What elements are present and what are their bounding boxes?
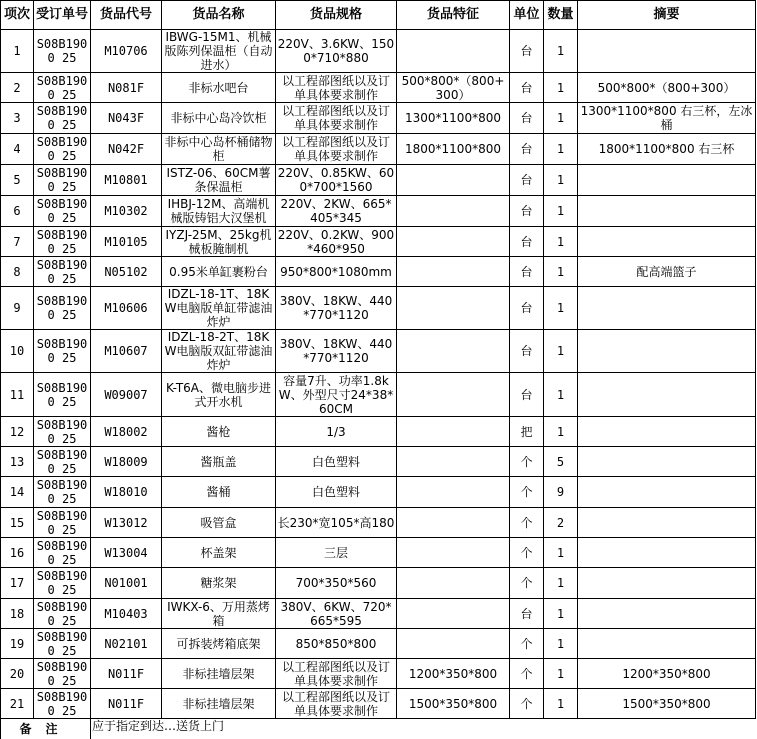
table-row [1,447,756,477]
table-row [1,287,756,330]
cell-item-code: W18009 [91,447,162,477]
cell-item-feature [397,287,510,330]
cell-item-spec: 850*850*800 [276,629,397,659]
cell-item-code: W13004 [91,538,162,568]
cell-item-no: 2 [1,73,34,103]
cell-item-feature [397,373,510,417]
cell-qty: 1 [544,165,578,196]
cell-summary [578,477,756,508]
cell-item-no: 16 [1,538,34,568]
cell-summary [578,508,756,538]
cell-item-no: 14 [1,477,34,508]
cell-item-feature [397,568,510,599]
cell-order-no: S08B1900 25 [34,629,91,659]
cell-item-feature [397,257,510,287]
header-name: 货品名称 [162,1,276,30]
cell-qty: 9 [544,477,578,508]
table-row [1,227,756,257]
table-row [1,73,756,103]
cell-item-name: 非标水吧台 [162,73,276,103]
cell-item-code: N043F [91,103,162,134]
cell-item-feature [397,30,510,73]
cell-unit: 个 [510,508,544,538]
cell-item-spec: 以工程部图纸以及订单具体要求制作 [276,659,397,689]
cell-qty: 1 [544,330,578,373]
cell-item-name: 非标中心岛杯桶储物柜 [162,134,276,165]
cell-item-code: W18002 [91,417,162,447]
cell-item-code: M10105 [91,227,162,257]
cell-summary [578,165,756,196]
cell-item-name: 糖浆架 [162,568,276,599]
cell-item-no: 17 [1,568,34,599]
table-row [1,659,756,689]
cell-item-no: 21 [1,689,34,719]
table-row [1,196,756,227]
cell-order-no: S08B1900 25 [34,330,91,373]
cell-order-no: S08B1900 25 [34,538,91,568]
cell-order-no: S08B1900 25 [34,30,91,73]
cell-unit: 个 [510,659,544,689]
cell-item-no: 15 [1,508,34,538]
cell-unit: 个 [510,629,544,659]
cell-summary [578,227,756,257]
cell-summary [578,447,756,477]
cell-order-no: S08B1900 25 [34,447,91,477]
cell-item-spec: 容量7升、功率1.8kW、外型尺寸24*38*60CM [276,373,397,417]
cell-item-no: 20 [1,659,34,689]
cell-summary: 500*800*（800+300） [578,73,756,103]
cell-item-no: 18 [1,599,34,629]
cell-item-spec: 220V、0.85KW、600*700*1560 [276,165,397,196]
cell-item-no: 19 [1,629,34,659]
cell-item-name: 酱枪 [162,417,276,447]
cell-qty: 1 [544,568,578,599]
cell-qty: 1 [544,373,578,417]
table-row [1,103,756,134]
cell-qty: 1 [544,417,578,447]
cell-unit: 个 [510,477,544,508]
cell-order-no: S08B1900 25 [34,689,91,719]
cell-item-spec: 700*350*560 [276,568,397,599]
note-label: 备注 [1,719,91,739]
cell-item-no: 9 [1,287,34,330]
cell-qty: 1 [544,257,578,287]
cell-unit: 台 [510,287,544,330]
cell-item-name: IBWG-15M1、机械版陈列保温柜（自动进水） [162,30,276,73]
cell-item-spec: 380V、6KW、720*665*595 [276,599,397,629]
cell-order-no: S08B1900 25 [34,659,91,689]
cell-order-no: S08B1900 25 [34,373,91,417]
cell-item-spec: 白色塑料 [276,477,397,508]
cell-qty: 1 [544,30,578,73]
cell-item-no: 13 [1,447,34,477]
note-row [1,719,756,739]
cell-unit: 台 [510,73,544,103]
cell-item-spec: 以工程部图纸以及订单具体要求制作 [276,103,397,134]
cell-unit: 个 [510,447,544,477]
cell-item-name: IHBJ-12M、高端机械版铸铝大汉堡机 [162,196,276,227]
cell-order-no: S08B1900 25 [34,103,91,134]
cell-item-name: 酱瓶盖 [162,447,276,477]
cell-order-no: S08B1900 25 [34,477,91,508]
cell-order-no: S08B1900 25 [34,287,91,330]
cell-summary [578,417,756,447]
cell-item-feature [397,477,510,508]
cell-item-no: 7 [1,227,34,257]
cell-item-name: IDZL-18-1T、18KW电脑版单缸带滤油炸炉 [162,287,276,330]
cell-unit: 个 [510,568,544,599]
cell-item-name: 非标挂墙层架 [162,689,276,719]
table-row [1,417,756,447]
cell-item-spec: 220V、0.2KW、900*460*950 [276,227,397,257]
cell-unit: 台 [510,165,544,196]
cell-summary [578,538,756,568]
cell-item-no: 4 [1,134,34,165]
cell-item-name: 非标挂墙层架 [162,659,276,689]
note-text: 应于指定到达…送货上门 [91,719,756,739]
table-row [1,165,756,196]
cell-summary: 1500*350*800 [578,689,756,719]
cell-item-name: ISTZ-06、60CM薯条保温柜 [162,165,276,196]
cell-item-no: 3 [1,103,34,134]
cell-order-no: S08B1900 25 [34,508,91,538]
cell-qty: 1 [544,659,578,689]
cell-item-code: N01001 [91,568,162,599]
cell-qty: 1 [544,287,578,330]
cell-qty: 1 [544,103,578,134]
cell-item-feature [397,196,510,227]
cell-unit: 台 [510,30,544,73]
cell-item-feature: 1800*1100*800 [397,134,510,165]
cell-order-no: S08B1900 25 [34,599,91,629]
cell-item-code: M10403 [91,599,162,629]
header-feature: 货品特征 [397,1,510,30]
cell-item-feature: 1500*350*800 [397,689,510,719]
cell-qty: 5 [544,447,578,477]
cell-item-spec: 1/3 [276,417,397,447]
cell-item-code: W09007 [91,373,162,417]
cell-item-spec: 220V、3.6KW、1500*710*880 [276,30,397,73]
header-order: 受订单号 [34,1,91,30]
cell-item-feature [397,447,510,477]
cell-item-code: N011F [91,659,162,689]
cell-summary [578,330,756,373]
cell-item-no: 12 [1,417,34,447]
table-row [1,257,756,287]
cell-item-name: 杯盖架 [162,538,276,568]
cell-item-code: N042F [91,134,162,165]
cell-qty: 1 [544,227,578,257]
table-row [1,330,756,373]
cell-qty: 1 [544,73,578,103]
cell-summary [578,30,756,73]
cell-item-spec: 白色塑料 [276,447,397,477]
cell-item-no: 10 [1,330,34,373]
cell-qty: 1 [544,196,578,227]
cell-order-no: S08B1900 25 [34,134,91,165]
cell-item-name: 0.95米单缸裹粉台 [162,257,276,287]
cell-qty: 1 [544,629,578,659]
cell-unit: 台 [510,227,544,257]
table-row [1,568,756,599]
cell-item-spec: 三层 [276,538,397,568]
table-row [1,599,756,629]
cell-item-feature [397,538,510,568]
cell-item-name: 非标中心岛冷饮柜 [162,103,276,134]
cell-qty: 1 [544,538,578,568]
cell-item-spec: 以工程部图纸以及订单具体要求制作 [276,689,397,719]
cell-unit: 台 [510,373,544,417]
header-summary: 摘要 [578,1,756,30]
cell-item-code: M10607 [91,330,162,373]
cell-unit: 台 [510,599,544,629]
table-row [1,508,756,538]
cell-summary: 配高端篮子 [578,257,756,287]
table-row [1,373,756,417]
cell-item-spec: 380V、18KW、440*770*1120 [276,287,397,330]
cell-item-spec: 950*800*1080mm [276,257,397,287]
cell-summary [578,599,756,629]
cell-item-name: IDZL-18-2T、18KW电脑版双缸带滤油炸炉 [162,330,276,373]
cell-summary [578,287,756,330]
cell-unit: 个 [510,689,544,719]
cell-item-code: N081F [91,73,162,103]
header-code: 货品代号 [91,1,162,30]
table-row [1,477,756,508]
cell-summary [578,373,756,417]
cell-item-feature [397,599,510,629]
cell-item-spec: 长230*宽105*高180 [276,508,397,538]
cell-item-no: 6 [1,196,34,227]
cell-order-no: S08B1900 25 [34,568,91,599]
cell-summary [578,568,756,599]
cell-item-feature [397,417,510,447]
cell-item-spec: 380V、18KW、440*770*1120 [276,330,397,373]
header-qty: 数量 [544,1,578,30]
cell-item-feature [397,330,510,373]
cell-item-code: M10706 [91,30,162,73]
cell-summary: 1300*1100*800 右三杯，左冰桶 [578,103,756,134]
cell-unit: 台 [510,103,544,134]
cell-order-no: S08B1900 25 [34,257,91,287]
cell-summary [578,629,756,659]
table-row [1,538,756,568]
table-row [1,689,756,719]
cell-item-name: 吸管盒 [162,508,276,538]
header-row [1,1,756,30]
cell-item-name: IWKX-6、万用蒸烤箱 [162,599,276,629]
cell-order-no: S08B1900 25 [34,165,91,196]
cell-qty: 1 [544,134,578,165]
cell-qty: 2 [544,508,578,538]
cell-item-code: N02101 [91,629,162,659]
cell-item-code: M10302 [91,196,162,227]
cell-item-feature [397,629,510,659]
cell-item-feature [397,227,510,257]
cell-unit: 把 [510,417,544,447]
cell-item-feature: 1300*1100*800 [397,103,510,134]
cell-qty: 1 [544,689,578,719]
cell-item-code: W13012 [91,508,162,538]
cell-summary: 1200*350*800 [578,659,756,689]
cell-item-name: K-T6A、微电脑步进式开水机 [162,373,276,417]
cell-item-feature [397,165,510,196]
cell-order-no: S08B1900 25 [34,196,91,227]
cell-summary [578,196,756,227]
cell-item-code: N011F [91,689,162,719]
cell-item-name: 酱桶 [162,477,276,508]
cell-unit: 个 [510,538,544,568]
cell-item-code: M10606 [91,287,162,330]
cell-unit: 台 [510,134,544,165]
cell-order-no: S08B1900 25 [34,73,91,103]
cell-item-no: 11 [1,373,34,417]
cell-item-spec: 以工程部图纸以及订单具体要求制作 [276,73,397,103]
cell-unit: 台 [510,196,544,227]
header-spec: 货品规格 [276,1,397,30]
cell-item-spec: 220V、2KW、665*405*345 [276,196,397,227]
cell-item-no: 1 [1,30,34,73]
header-unit: 单位 [510,1,544,30]
cell-item-name: 可拆装烤箱底架 [162,629,276,659]
cell-item-spec: 以工程部图纸以及订单具体要求制作 [276,134,397,165]
table-row [1,629,756,659]
cell-item-no: 8 [1,257,34,287]
cell-order-no: S08B1900 25 [34,227,91,257]
cell-summary: 1800*1100*800 右三杯 [578,134,756,165]
cell-item-feature: 500*800*（800+300） [397,73,510,103]
cell-order-no: S08B1900 25 [34,417,91,447]
header-no: 项次 [1,1,34,30]
cell-unit: 台 [510,330,544,373]
cell-item-name: IYZJ-25M、25kg机械板腌制机 [162,227,276,257]
cell-unit: 台 [510,257,544,287]
cell-item-feature: 1200*350*800 [397,659,510,689]
cell-item-code: W18010 [91,477,162,508]
table-row [1,134,756,165]
cell-item-code: N05102 [91,257,162,287]
cell-item-feature [397,508,510,538]
cell-item-no: 5 [1,165,34,196]
cell-qty: 1 [544,599,578,629]
table-row [1,30,756,73]
cell-item-code: M10801 [91,165,162,196]
